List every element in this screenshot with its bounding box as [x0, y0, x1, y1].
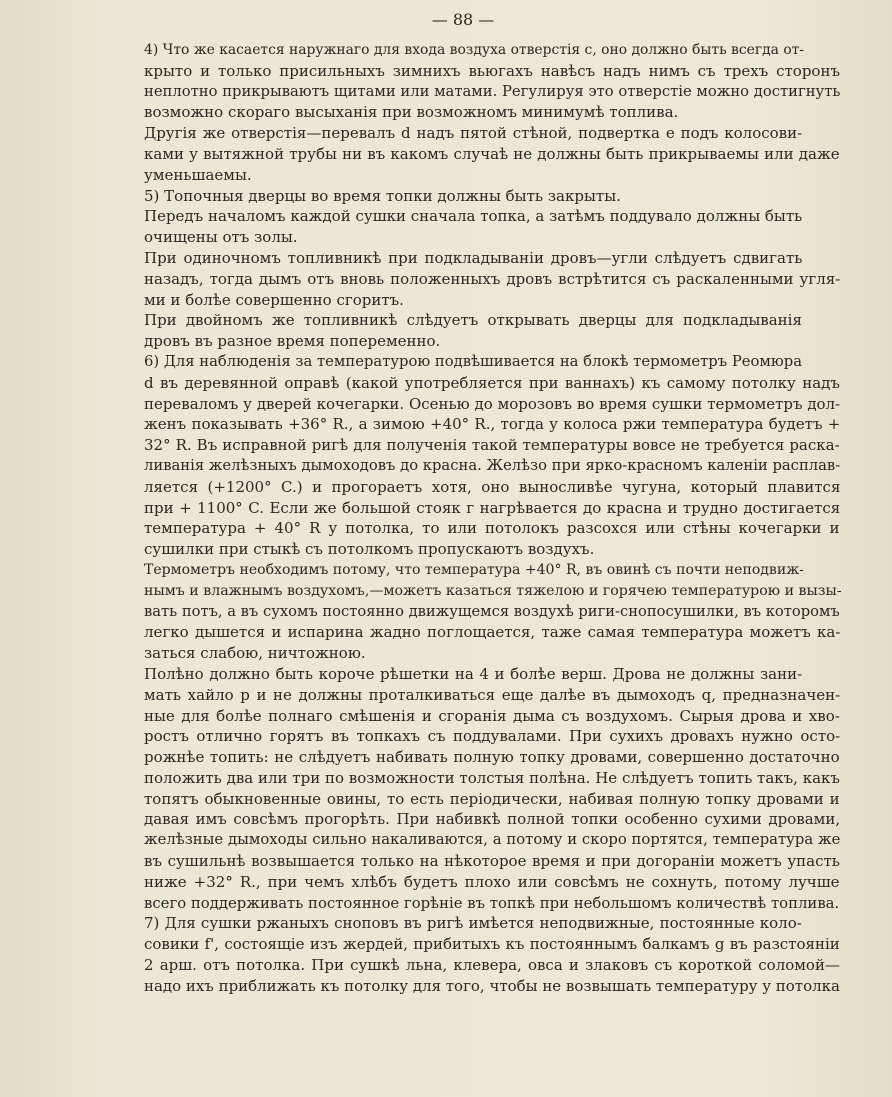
- text-line: 4) Что же касается наружнаго для входа воздуха отверстія с, оно должно быть всегда от-: [144, 42, 805, 58]
- text-line: ливанія желѣзныхъ дымоходовъ до красна. Желѣзо при ярко-красномъ каленіи расплав-: [144, 456, 841, 474]
- text-line: 32° R. Въ исправной ригѣ для полученія такой температуры вовсе не требуется раска-: [144, 436, 840, 455]
- text-line: очищены отъ золы.: [144, 228, 298, 247]
- text-line: переваломъ у дверей кочегарки. Осенью до морозовъ во время сушки термометръ дол-: [144, 394, 841, 413]
- text-line: рожнѣе топить: не слѣдуетъ набивать полную топку дровами, совершенно достаточно: [144, 748, 840, 767]
- text-line: крыто и только присильныхъ зимнихъ вьюгахъ навѣсъ надъ нимъ съ трехъ сторонъ: [144, 61, 840, 80]
- text-line: заться слабою, ничтожною.: [144, 644, 366, 663]
- text-line: ные для болѣе полнаго смѣшенія и сгоранія дыма съ воздухомъ. Сырыя дрова и хво-: [144, 706, 840, 725]
- paragraph: [106, 352, 840, 560]
- text-line: Термометръ необходимъ потому, что температура +40° R, въ овинѣ съ почти неподвиж-: [144, 561, 804, 578]
- text-line: топятъ обыкновенные овины, то есть періодически, набивая полную топку дровами и: [144, 789, 840, 808]
- page-number: — 88 —: [431, 10, 495, 29]
- text-line: ляется (+1200° C.) и прогораетъ хотя, оно выносливѣе чугуна, который плавится: [144, 477, 841, 496]
- text-line: Другія же отверстія—перевалъ d надъ пятой стѣной, подвертка е подъ колосови-: [144, 124, 803, 143]
- text-line: легко дышется и испарина жадно поглощается, таже самая температура можетъ ка-: [144, 623, 841, 642]
- text-line: совики f', состоящіе изъ жердей, прибитыхъ къ постояннымъ балкамъ g въ разстояніи: [144, 935, 840, 954]
- text-line: женъ показывать +36° R., а зимою +40° R., тогда у колоса ржи температура будетъ +: [144, 415, 841, 434]
- paragraph: [106, 40, 840, 123]
- paragraph: [106, 664, 840, 914]
- text-line: возможно скораго высыханія при возможномъ минимумѣ топлива.: [144, 103, 679, 122]
- text-line: ми и болѣе совершенно сгоритъ.: [144, 290, 404, 309]
- paragraph: [106, 913, 840, 996]
- paragraph: [106, 123, 840, 185]
- text-line: желѣзные дымоходы сильно накаливаются, а потому и скоро портятся, температура же: [144, 831, 841, 849]
- paragraph: [106, 248, 840, 310]
- text-line: 5) Топочныя дверцы во время топки должны быть закрыты.: [144, 186, 621, 205]
- text-line: мать хайло р и не должны проталкиваться еще далѣе въ дымоходъ q, предназначен-: [144, 685, 841, 704]
- text-line: 2 арш. отъ потолка. При сушкѣ льна, клевера, овса и злаковъ съ короткой соломой—: [144, 956, 840, 975]
- text-line: уменьшаемы.: [144, 165, 252, 184]
- text-line: При двойномъ же топливникѣ слѣдуетъ открывать дверцы для подкладыванія: [144, 311, 802, 330]
- text-line: сушилки при стыкѣ съ потолкомъ пропускаютъ воздухъ.: [144, 540, 595, 559]
- text-line: d въ деревянной оправѣ (какой употребляется при ваннахъ) къ самому потолку надъ: [144, 373, 840, 392]
- text-line: ниже +32° R., при чемъ хлѣбъ будетъ плохо или совсѣмъ не сохнуть, потому лучше: [144, 872, 840, 891]
- text-line: дровъ въ разное время попеременно.: [144, 332, 441, 351]
- text-line: 7) Для сушки ржаныхъ сноповъ въ ригѣ имѣется неподвижные, постоянные коло-: [144, 914, 802, 933]
- text-line: ками у вытяжной трубы ни въ какомъ случаѣ не должны быть прикрываемы или даже: [144, 144, 840, 163]
- text-line: давая имъ совсѣмъ прогорѣть. При набивкѣ полной топки особенно сухими дровами,: [144, 810, 841, 829]
- text-line: надо ихъ приближать къ потолку для того, чтобы не возвышать температуру у потолка: [144, 976, 840, 995]
- text-line: 6) Для наблюденія за температурою подвѣшивается на блокѣ термометръ Реомюра: [144, 352, 802, 370]
- text-line: При одиночномъ топливникѣ при подкладываніи дровъ—угли слѣдуетъ сдвигать: [144, 248, 803, 267]
- text-line: въ сушильнѣ возвышается только на нѣкоторое время и при догораніи можетъ упасть: [144, 852, 840, 871]
- text-line: всего поддерживать постоянное горѣніе въ топкѣ при небольшомъ количествѣ топлива.: [144, 893, 840, 912]
- text-line: нымъ и влажнымъ воздухомъ,—можетъ казаться тяжелою и горячею температурою и вызы-: [144, 582, 842, 599]
- paragraph: [106, 206, 840, 248]
- text-line: положить два или три по возможности толстыя полѣна. Не слѣдуетъ топить такъ, какъ: [144, 768, 840, 787]
- text-line: при + 1100° C. Если же большой стояк г нагрѣвается до красна и трудно достигается: [144, 498, 841, 517]
- paragraph: [106, 186, 840, 207]
- text-line: Полѣно должно быть короче рѣшетки на 4 и болѣе верш. Дрова не должны зани-: [144, 664, 803, 683]
- text-line: неплотно прикрываютъ щитами или матами. Регулируя это отверстіе можно достигнуть: [144, 82, 841, 100]
- text-line: температура + 40° R у потолка, то или потолокъ разсохся или стѣны кочегарки и: [144, 519, 840, 538]
- text-body: [106, 40, 840, 997]
- paragraph: [106, 560, 840, 664]
- paragraph: [106, 310, 840, 352]
- text-line: Передъ началомъ каждой сушки сначала топка, а затѣмъ поддувало должны быть: [144, 207, 803, 226]
- text-line: назадъ, тогда дымъ отъ вновь положенныхъ дровъ встрѣтится съ раскаленными угля-: [144, 269, 841, 288]
- text-line: ростъ отлично горятъ въ топкахъ съ поддувалами. При сухихъ дровахъ нужно осто-: [144, 727, 841, 746]
- text-line: вать потъ, а въ сухомъ постоянно движущемся воздухѣ риги-снопосушилки, въ которомъ: [144, 602, 840, 620]
